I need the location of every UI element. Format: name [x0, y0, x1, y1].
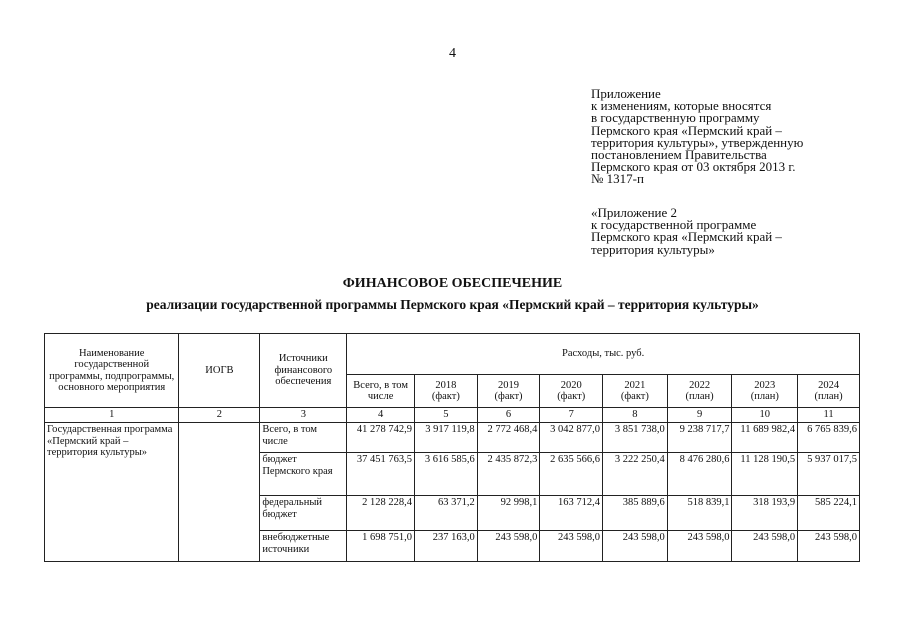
value-cell: 3 042 877,0	[540, 423, 603, 453]
iogv-cell	[179, 423, 260, 562]
value-cell: 3 222 250,4	[603, 453, 668, 496]
value-cell: 2 435 872,3	[477, 453, 540, 496]
source-cell: внебюджетные источники	[260, 531, 347, 562]
header-year: 2023 (план)	[732, 375, 798, 408]
value-cell: 63 371,2	[415, 496, 478, 531]
document-subtitle: реализации государственной программы Пермского края «Пермский край – территория культуры»	[146, 297, 759, 312]
value-cell: 243 598,0	[540, 531, 603, 562]
header-year: 2020 (факт)	[540, 375, 603, 408]
value-cell: 2 772 468,4	[477, 423, 540, 453]
column-number: 6	[477, 408, 540, 423]
header-year: 2018 (факт)	[415, 375, 478, 408]
column-number: 1	[45, 408, 179, 423]
value-cell: 8 476 280,6	[667, 453, 732, 496]
program-name-cell: Государственная программа «Пермский край – территория культуры»	[45, 423, 179, 562]
column-number: 5	[415, 408, 478, 423]
table-row	[45, 423, 860, 453]
annex2-line: к государственной программе	[591, 217, 757, 233]
column-number: 4	[347, 408, 415, 423]
column-number: 11	[798, 408, 860, 423]
annex2-line: территория культуры»	[591, 241, 715, 257]
source-cell: бюджет Пермского края	[260, 453, 347, 496]
source-cell: федеральный бюджет	[260, 496, 347, 531]
value-cell: 243 598,0	[667, 531, 732, 562]
source-cell: Всего, в том числе	[260, 423, 347, 453]
header-row	[45, 334, 860, 375]
value-cell: 385 889,6	[603, 496, 668, 531]
header-name: Наименование государственной программы, подпрограммы, основного мероприятия	[45, 334, 179, 408]
annex-line: Пермского края «Пермский край –	[591, 122, 782, 138]
value-cell: 9 238 717,7	[667, 423, 732, 453]
value-cell: 3 616 585,6	[415, 453, 478, 496]
annex-line: № 1317-п	[591, 171, 644, 187]
column-number: 10	[732, 408, 798, 423]
document-title: ФИНАНСОВОЕ ОБЕСПЕЧЕНИЕ	[342, 276, 563, 291]
value-cell: 11 128 190,5	[732, 453, 798, 496]
header-year: 2021 (факт)	[603, 375, 668, 408]
value-cell: 163 712,4	[540, 496, 603, 531]
annex-block	[591, 88, 891, 186]
total-cell: 37 451 763,5	[347, 453, 415, 496]
value-cell: 5 937 017,5	[798, 453, 860, 496]
header-sources: Источники финансового обеспечения	[260, 334, 347, 408]
column-numbers-row	[45, 408, 860, 423]
value-cell: 243 598,0	[603, 531, 668, 562]
column-number: 3	[260, 408, 347, 423]
column-number: 8	[603, 408, 668, 423]
value-cell: 3 851 738,0	[603, 423, 668, 453]
header-total: Всего, в том числе	[347, 375, 415, 408]
annex-line: в государственную программу	[591, 110, 760, 126]
value-cell: 2 635 566,6	[540, 453, 603, 496]
annex-line: Приложение	[591, 86, 661, 101]
value-cell: 585 224,1	[798, 496, 860, 531]
header-year: 2022 (план)	[667, 375, 732, 408]
value-cell: 6 765 839,6	[798, 423, 860, 453]
header-iogv: ИОГВ	[179, 334, 260, 408]
financing-table	[44, 333, 860, 562]
total-cell: 2 128 228,4	[347, 496, 415, 531]
total-cell: 1 698 751,0	[347, 531, 415, 562]
value-cell: 11 689 982,4	[732, 423, 798, 453]
header-year: 2024 (план)	[798, 375, 860, 408]
value-cell: 243 598,0	[798, 531, 860, 562]
annex2-line: «Приложение 2	[591, 205, 678, 220]
header-expenses: Расходы, тыс. руб.	[347, 334, 860, 375]
annex-line: территория культуры», утвержденную	[591, 134, 804, 150]
annex-line: постановлением Правительства	[591, 147, 767, 163]
header-year: 2019 (факт)	[477, 375, 540, 408]
annex2-line: Пермского края «Пермский край –	[591, 229, 782, 245]
value-cell: 243 598,0	[477, 531, 540, 562]
annex-line: к изменениям, которые вносятся	[591, 98, 772, 114]
column-number: 9	[667, 408, 732, 423]
annex-line: Пермского края от 03 октября 2013 г.	[591, 159, 796, 175]
value-cell: 237 163,0	[415, 531, 478, 562]
value-cell: 243 598,0	[732, 531, 798, 562]
annex2-block	[591, 207, 891, 256]
value-cell: 518 839,1	[667, 496, 732, 531]
column-number: 2	[179, 408, 260, 423]
value-cell: 3 917 119,8	[415, 423, 478, 453]
column-number: 7	[540, 408, 603, 423]
total-cell: 41 278 742,9	[347, 423, 415, 453]
value-cell: 92 998,1	[477, 496, 540, 531]
value-cell: 318 193,9	[732, 496, 798, 531]
page-number: 4	[449, 46, 456, 61]
